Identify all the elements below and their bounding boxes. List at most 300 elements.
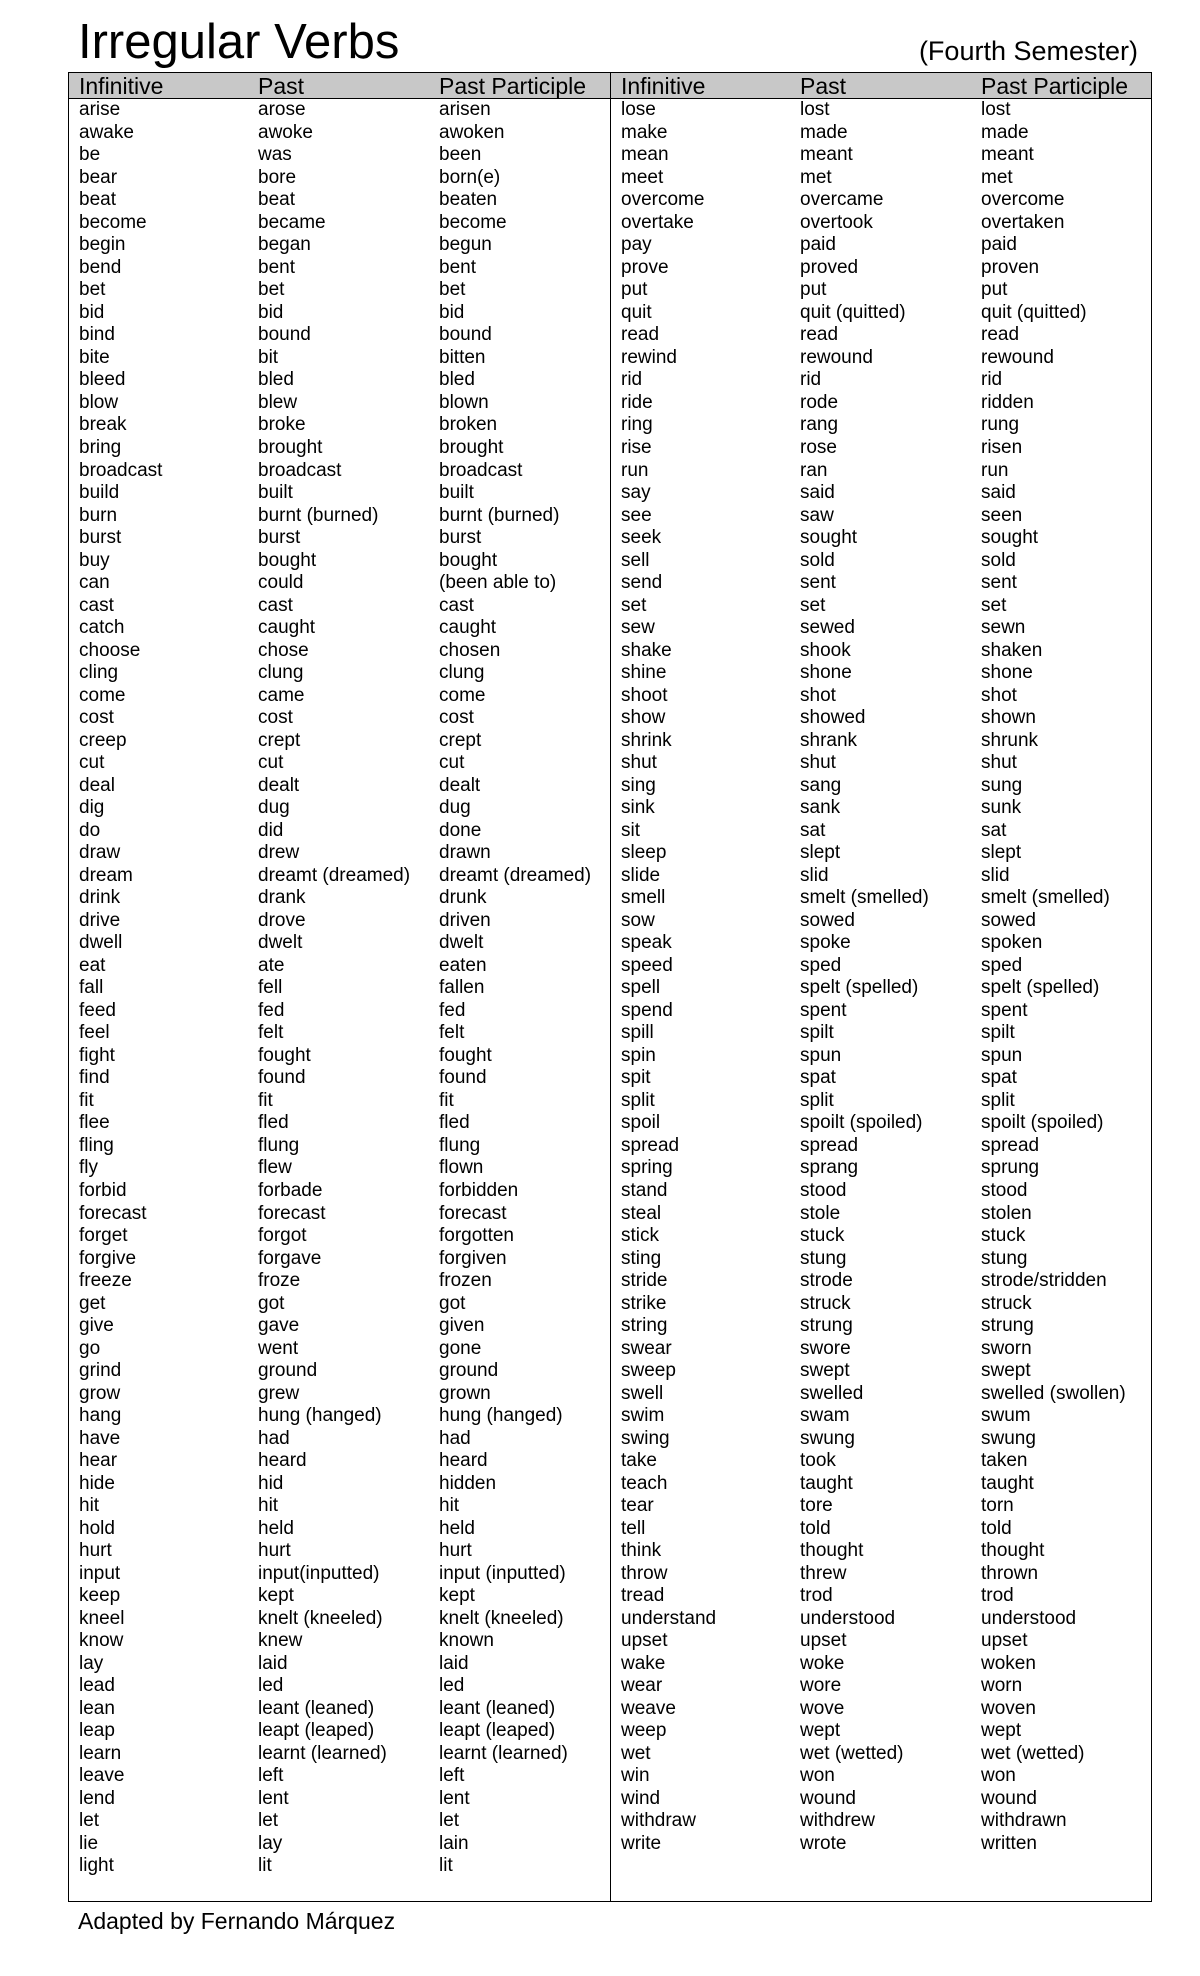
cell-past-participle: hidden xyxy=(439,1472,497,1494)
cell-past: wet (wetted) xyxy=(800,1742,904,1764)
verb-table xyxy=(68,72,1152,1902)
cell-past: dug xyxy=(258,797,290,819)
cell-infinitive: overtake xyxy=(621,211,694,233)
cell-past-participle: dealt xyxy=(439,774,481,796)
cell-infinitive: lie xyxy=(79,1832,99,1854)
cell-infinitive: drive xyxy=(79,909,121,931)
cell-infinitive: hang xyxy=(79,1405,122,1427)
cell-past-participle: meant xyxy=(981,144,1034,166)
cell-past-participle: slept xyxy=(981,842,1022,864)
cell-infinitive: slide xyxy=(621,864,661,886)
table-row xyxy=(69,955,611,978)
cell-past: overtook xyxy=(800,211,873,233)
cell-past: drove xyxy=(258,909,306,931)
cell-past: went xyxy=(258,1337,299,1359)
cell-infinitive: forgive xyxy=(79,1247,137,1269)
cell-infinitive: keep xyxy=(79,1585,121,1607)
cell-past: paid xyxy=(800,234,836,256)
cell-past-participle: sought xyxy=(981,527,1039,549)
cell-past-participle: frozen xyxy=(439,1270,492,1292)
cell-past-participle: cast xyxy=(439,594,474,616)
cell-infinitive: hurt xyxy=(79,1540,112,1562)
cell-past-participle: been xyxy=(439,144,482,166)
cell-infinitive: come xyxy=(79,684,126,706)
table-row xyxy=(69,797,611,820)
cell-past: smelt (smelled) xyxy=(800,887,929,909)
cell-infinitive: rewind xyxy=(621,346,677,368)
cell-infinitive: steal xyxy=(621,1202,662,1224)
cell-past-participle: seen xyxy=(981,504,1023,526)
table-row xyxy=(69,977,611,1000)
cell-past-participle: leapt (leaped) xyxy=(439,1720,556,1742)
cell-infinitive: get xyxy=(79,1292,106,1314)
cell-infinitive: cut xyxy=(79,752,105,774)
cell-past: slept xyxy=(800,842,841,864)
cell-past: bid xyxy=(258,301,284,323)
cell-infinitive: sweep xyxy=(621,1360,676,1382)
cell-infinitive: sell xyxy=(621,549,650,571)
cell-infinitive: catch xyxy=(79,617,125,639)
header-infinitive: Infinitive xyxy=(621,72,706,99)
table-row xyxy=(69,99,611,122)
table-row xyxy=(611,910,1153,933)
table-row xyxy=(611,1720,1153,1743)
cell-past-participle: felt xyxy=(439,1022,465,1044)
cell-past: stole xyxy=(800,1202,841,1224)
cell-past: wove xyxy=(800,1697,845,1719)
cell-past-participle: dreamt (dreamed) xyxy=(439,864,592,886)
table-row xyxy=(611,504,1153,527)
cell-past: began xyxy=(258,234,311,256)
cell-past-participle: ridden xyxy=(981,391,1034,413)
cell-past: trod xyxy=(800,1585,833,1607)
cell-past: quit (quitted) xyxy=(800,301,906,323)
cell-infinitive: sow xyxy=(621,909,655,931)
cell-past: understood xyxy=(800,1607,896,1629)
header-past-participle: Past Participle xyxy=(439,72,587,99)
table-row xyxy=(69,1585,611,1608)
table-row xyxy=(611,1675,1153,1698)
table-row xyxy=(611,212,1153,235)
cell-past: awoke xyxy=(258,121,313,143)
table-row xyxy=(611,1382,1153,1405)
cell-past-participle: bought xyxy=(439,549,498,571)
cell-past-participle: forbidden xyxy=(439,1180,519,1201)
cell-infinitive: dig xyxy=(79,797,105,819)
cell-infinitive: lead xyxy=(79,1675,115,1697)
cell-past: sprang xyxy=(800,1157,859,1179)
cell-past-participle: forgiven xyxy=(439,1247,507,1269)
cell-past-participle: bled xyxy=(439,369,475,391)
cell-infinitive: break xyxy=(79,414,127,436)
table-row xyxy=(611,1045,1153,1068)
cell-past: tore xyxy=(800,1495,833,1517)
cell-past-participle: sprung xyxy=(981,1157,1040,1179)
cell-infinitive: forbid xyxy=(79,1180,127,1201)
cell-infinitive: grow xyxy=(79,1382,121,1404)
cell-infinitive: bleed xyxy=(79,369,126,391)
cell-past: was xyxy=(258,144,292,166)
cell-past: bought xyxy=(258,549,317,571)
table-row xyxy=(611,1743,1153,1766)
cell-infinitive: hide xyxy=(79,1472,115,1494)
table-row xyxy=(611,617,1153,640)
cell-past: swung xyxy=(800,1427,855,1449)
cell-past-participle: fed xyxy=(439,999,466,1021)
cell-past-participle: won xyxy=(981,1765,1016,1787)
table-row xyxy=(611,437,1153,460)
cell-infinitive: arise xyxy=(79,99,121,121)
cell-past: hit xyxy=(258,1495,279,1517)
table-row xyxy=(611,549,1153,572)
cell-past: broadcast xyxy=(258,459,342,481)
cell-past: gave xyxy=(258,1315,300,1337)
table-row xyxy=(69,1720,611,1743)
cell-infinitive: spread xyxy=(621,1134,680,1156)
cell-past-participle: become xyxy=(439,211,507,233)
cell-infinitive: sleep xyxy=(621,842,667,864)
cell-past-participle: sewn xyxy=(981,617,1026,639)
table-row xyxy=(611,729,1153,752)
cell-past-participle: read xyxy=(981,324,1020,346)
header-past: Past xyxy=(258,72,305,99)
page-title: Irregular Verbs xyxy=(78,15,400,69)
cell-past-participle: leant (leaned) xyxy=(439,1697,556,1719)
cell-infinitive: meet xyxy=(621,166,664,188)
table-row xyxy=(611,1788,1153,1811)
table-row xyxy=(69,887,611,910)
cell-past: ground xyxy=(258,1360,318,1382)
table-row xyxy=(611,1833,1153,1856)
cell-past-participle: struck xyxy=(981,1292,1032,1314)
table-row xyxy=(611,257,1153,280)
cell-past-participle: eaten xyxy=(439,954,487,976)
table-row xyxy=(69,527,611,550)
cell-infinitive: burst xyxy=(79,527,122,549)
table-row xyxy=(69,1630,611,1653)
table-row xyxy=(69,1180,611,1203)
cell-infinitive: show xyxy=(621,707,666,729)
cell-past-participle: dug xyxy=(439,797,471,819)
cell-past: sewed xyxy=(800,617,855,639)
cell-infinitive: rid xyxy=(621,369,643,391)
cell-past-participle: taught xyxy=(981,1472,1034,1494)
cell-past-participle: known xyxy=(439,1630,494,1652)
cell-infinitive: take xyxy=(621,1450,657,1472)
cell-past: taught xyxy=(800,1472,853,1494)
cell-infinitive: seek xyxy=(621,527,662,549)
verb-list-left xyxy=(69,99,611,1878)
table-row xyxy=(69,1405,611,1428)
cell-past: swam xyxy=(800,1405,850,1427)
cell-past: left xyxy=(258,1765,284,1787)
page-subtitle: (Fourth Semester) xyxy=(918,36,1138,66)
table-row xyxy=(69,257,611,280)
table-row xyxy=(69,279,611,302)
cell-past-participle: rid xyxy=(981,369,1003,391)
cell-infinitive: lay xyxy=(79,1652,104,1674)
cell-infinitive: shut xyxy=(621,752,657,774)
cell-infinitive: feed xyxy=(79,999,116,1021)
table-row xyxy=(69,1472,611,1495)
cell-past-participle: held xyxy=(439,1517,475,1539)
table-row xyxy=(611,167,1153,190)
cell-past: drank xyxy=(258,887,306,909)
table-row xyxy=(69,1450,611,1473)
cell-past: stood xyxy=(800,1180,847,1201)
cell-past-participle: strode/stridden xyxy=(981,1270,1107,1292)
cell-past: forgave xyxy=(258,1247,322,1269)
cell-past-participle: shut xyxy=(981,752,1017,774)
cell-past-participle: fled xyxy=(439,1112,470,1134)
cell-infinitive: weave xyxy=(621,1697,676,1719)
header-row-left xyxy=(69,73,611,99)
cell-infinitive: grind xyxy=(79,1360,122,1382)
cell-infinitive: forecast xyxy=(79,1202,147,1224)
table-row xyxy=(69,1675,611,1698)
cell-past: spun xyxy=(800,1044,842,1066)
table-row xyxy=(611,1225,1153,1248)
cell-infinitive: be xyxy=(79,144,101,166)
cell-past-participle: fallen xyxy=(439,977,485,999)
cell-past: brought xyxy=(258,436,323,458)
cell-past: became xyxy=(258,211,326,233)
cell-past: sang xyxy=(800,774,842,796)
cell-infinitive: feel xyxy=(79,1022,110,1044)
table-row xyxy=(611,1810,1153,1833)
cell-past-participle: sunk xyxy=(981,797,1022,819)
cell-infinitive: freeze xyxy=(79,1270,132,1292)
cell-past: put xyxy=(800,279,827,301)
cell-past-participle: flown xyxy=(439,1157,484,1179)
table-row xyxy=(69,842,611,865)
cell-past-participle: shone xyxy=(981,662,1033,684)
table-row xyxy=(611,369,1153,392)
cell-past-participle: sent xyxy=(981,572,1017,594)
table-row xyxy=(69,189,611,212)
cell-past-participle: broadcast xyxy=(439,459,523,481)
cell-past-participle: shrunk xyxy=(981,729,1039,751)
cell-infinitive: become xyxy=(79,211,147,233)
cell-past: got xyxy=(258,1292,285,1314)
cell-infinitive: teach xyxy=(621,1472,668,1494)
cell-infinitive: blow xyxy=(79,391,119,413)
cell-past-participle: grown xyxy=(439,1382,491,1404)
cell-past-participle: put xyxy=(981,279,1008,301)
table-row xyxy=(611,1270,1153,1293)
cell-past-participle: shot xyxy=(981,684,1017,706)
table-row xyxy=(69,639,611,662)
table-row xyxy=(69,1495,611,1518)
table-row xyxy=(69,1810,611,1833)
cell-past: arose xyxy=(258,99,306,121)
table-row xyxy=(611,1112,1153,1135)
cell-past-participle: overtaken xyxy=(981,211,1065,233)
cell-past-participle: stolen xyxy=(981,1202,1032,1224)
cell-infinitive: swing xyxy=(621,1427,670,1449)
cell-infinitive: speed xyxy=(621,954,673,976)
cell-infinitive: flee xyxy=(79,1112,110,1134)
table-row xyxy=(69,1112,611,1135)
table-row xyxy=(611,1698,1153,1721)
table-row xyxy=(69,504,611,527)
cell-past-participle: quit (quitted) xyxy=(981,301,1087,323)
cell-past: came xyxy=(258,684,305,706)
cell-past: fought xyxy=(258,1044,311,1066)
table-row xyxy=(611,189,1153,212)
cell-past-participle: blown xyxy=(439,391,489,413)
cell-past: won xyxy=(800,1765,835,1787)
cell-past-participle: ground xyxy=(439,1360,499,1382)
cell-past-participle: sped xyxy=(981,954,1023,976)
cell-past-participle: smelt (smelled) xyxy=(981,887,1110,909)
cell-past-participle: driven xyxy=(439,909,491,931)
table-row xyxy=(611,887,1153,910)
cell-past-participle: bet xyxy=(439,279,466,301)
cell-past-participle: spun xyxy=(981,1044,1023,1066)
header-row-right xyxy=(611,73,1153,99)
cell-past: drew xyxy=(258,842,300,864)
table-row xyxy=(69,707,611,730)
table-row xyxy=(611,1247,1153,1270)
cell-past-participle: given xyxy=(439,1315,485,1337)
cell-past: spoke xyxy=(800,932,851,954)
cell-past: clung xyxy=(258,662,304,684)
cell-infinitive: bid xyxy=(79,301,105,323)
cell-past: shot xyxy=(800,684,836,706)
cell-infinitive: bite xyxy=(79,346,110,368)
table-row xyxy=(69,302,611,325)
cell-past: told xyxy=(800,1517,831,1539)
cell-infinitive: stand xyxy=(621,1180,668,1201)
cell-past: spilt xyxy=(800,1022,834,1044)
footer-credit: Adapted by Fernando Márquez xyxy=(78,1908,396,1934)
cell-past-participle: beaten xyxy=(439,189,498,211)
cell-infinitive: speak xyxy=(621,932,672,954)
cell-past-participle: got xyxy=(439,1292,466,1314)
cell-past: had xyxy=(258,1427,290,1449)
table-row xyxy=(69,820,611,843)
table-row xyxy=(69,122,611,145)
table-row xyxy=(69,144,611,167)
cell-past-participle: bent xyxy=(439,256,476,278)
cell-past-participle: withdrawn xyxy=(981,1810,1067,1832)
cell-past-participle: risen xyxy=(981,436,1023,458)
table-row xyxy=(69,1022,611,1045)
cell-infinitive: fly xyxy=(79,1157,98,1179)
cell-past-participle: drawn xyxy=(439,842,491,864)
cell-past: strode xyxy=(800,1270,853,1292)
cell-infinitive: find xyxy=(79,1067,110,1089)
cell-infinitive: sting xyxy=(621,1247,662,1269)
table-row xyxy=(69,1090,611,1113)
cell-past-participle: overcome xyxy=(981,189,1065,211)
cell-past: swelled xyxy=(800,1382,864,1404)
cell-past-participle: strung xyxy=(981,1315,1034,1337)
cell-past-participle: hung (hanged) xyxy=(439,1405,563,1427)
cell-infinitive: fall xyxy=(79,977,104,999)
cell-past: felt xyxy=(258,1022,284,1044)
cell-past-participle: worn xyxy=(981,1675,1023,1697)
cell-past: shrank xyxy=(800,729,858,751)
cell-past: fled xyxy=(258,1112,289,1134)
verb-list-right xyxy=(611,99,1153,1855)
cell-past: knew xyxy=(258,1630,303,1652)
cell-past-participle: thought xyxy=(981,1540,1045,1562)
cell-past: broke xyxy=(258,414,306,436)
cell-infinitive: deal xyxy=(79,774,115,796)
cell-past: grew xyxy=(258,1382,300,1404)
cell-past: stuck xyxy=(800,1225,845,1247)
cell-past: saw xyxy=(800,504,834,526)
cell-past-participle: slid xyxy=(981,864,1010,886)
cell-past: spent xyxy=(800,999,847,1021)
cell-past: spat xyxy=(800,1067,836,1089)
cell-past: burst xyxy=(258,527,301,549)
cell-past: froze xyxy=(258,1270,301,1292)
cell-past-participle: sworn xyxy=(981,1337,1032,1359)
cell-infinitive: spill xyxy=(621,1022,654,1044)
cell-infinitive: spell xyxy=(621,977,661,999)
table-row xyxy=(69,1000,611,1023)
cell-infinitive: sink xyxy=(621,797,655,819)
cell-past: bit xyxy=(258,346,279,368)
cell-past: lit xyxy=(258,1855,272,1877)
cell-infinitive: spit xyxy=(621,1067,651,1089)
table-row xyxy=(611,1563,1153,1586)
table-row xyxy=(69,1202,611,1225)
cell-past-participle: stung xyxy=(981,1247,1028,1269)
cell-past-participle: chosen xyxy=(439,639,501,661)
cell-past-participle: fought xyxy=(439,1044,492,1066)
table-row xyxy=(69,1315,611,1338)
table-row xyxy=(611,1067,1153,1090)
cell-past: did xyxy=(258,819,284,841)
cell-past: found xyxy=(258,1067,306,1089)
cell-past-participle: clung xyxy=(439,662,485,684)
cell-infinitive: build xyxy=(79,482,120,504)
cell-past: wept xyxy=(800,1720,841,1742)
cell-past-participle: crept xyxy=(439,729,482,751)
table-row xyxy=(69,1765,611,1788)
cell-past: withdrew xyxy=(800,1810,875,1832)
cell-past: split xyxy=(800,1089,834,1111)
cell-past-participle: trod xyxy=(981,1585,1014,1607)
cell-past-participle: set xyxy=(981,594,1007,616)
table-row xyxy=(611,684,1153,707)
cell-past-participle: cost xyxy=(439,707,474,729)
table-row xyxy=(611,1000,1153,1023)
cell-past: proved xyxy=(800,256,859,278)
cell-infinitive: say xyxy=(621,482,651,504)
table-row xyxy=(611,1337,1153,1360)
cell-infinitive: learn xyxy=(79,1742,122,1764)
table-row xyxy=(69,392,611,415)
cell-past: sought xyxy=(800,527,858,549)
cell-past-participle: found xyxy=(439,1067,487,1089)
cell-past: bore xyxy=(258,166,297,188)
cell-past-participle: rung xyxy=(981,414,1020,436)
cell-past: rang xyxy=(800,414,839,436)
table-row xyxy=(69,1608,611,1631)
cell-past: burnt (burned) xyxy=(258,504,379,526)
cell-past: struck xyxy=(800,1292,851,1314)
table-row xyxy=(69,1045,611,1068)
table-row xyxy=(69,1247,611,1270)
table-row xyxy=(611,482,1153,505)
cell-past-participle: taken xyxy=(981,1450,1028,1472)
cell-past-participle: (been able to) xyxy=(439,572,557,594)
